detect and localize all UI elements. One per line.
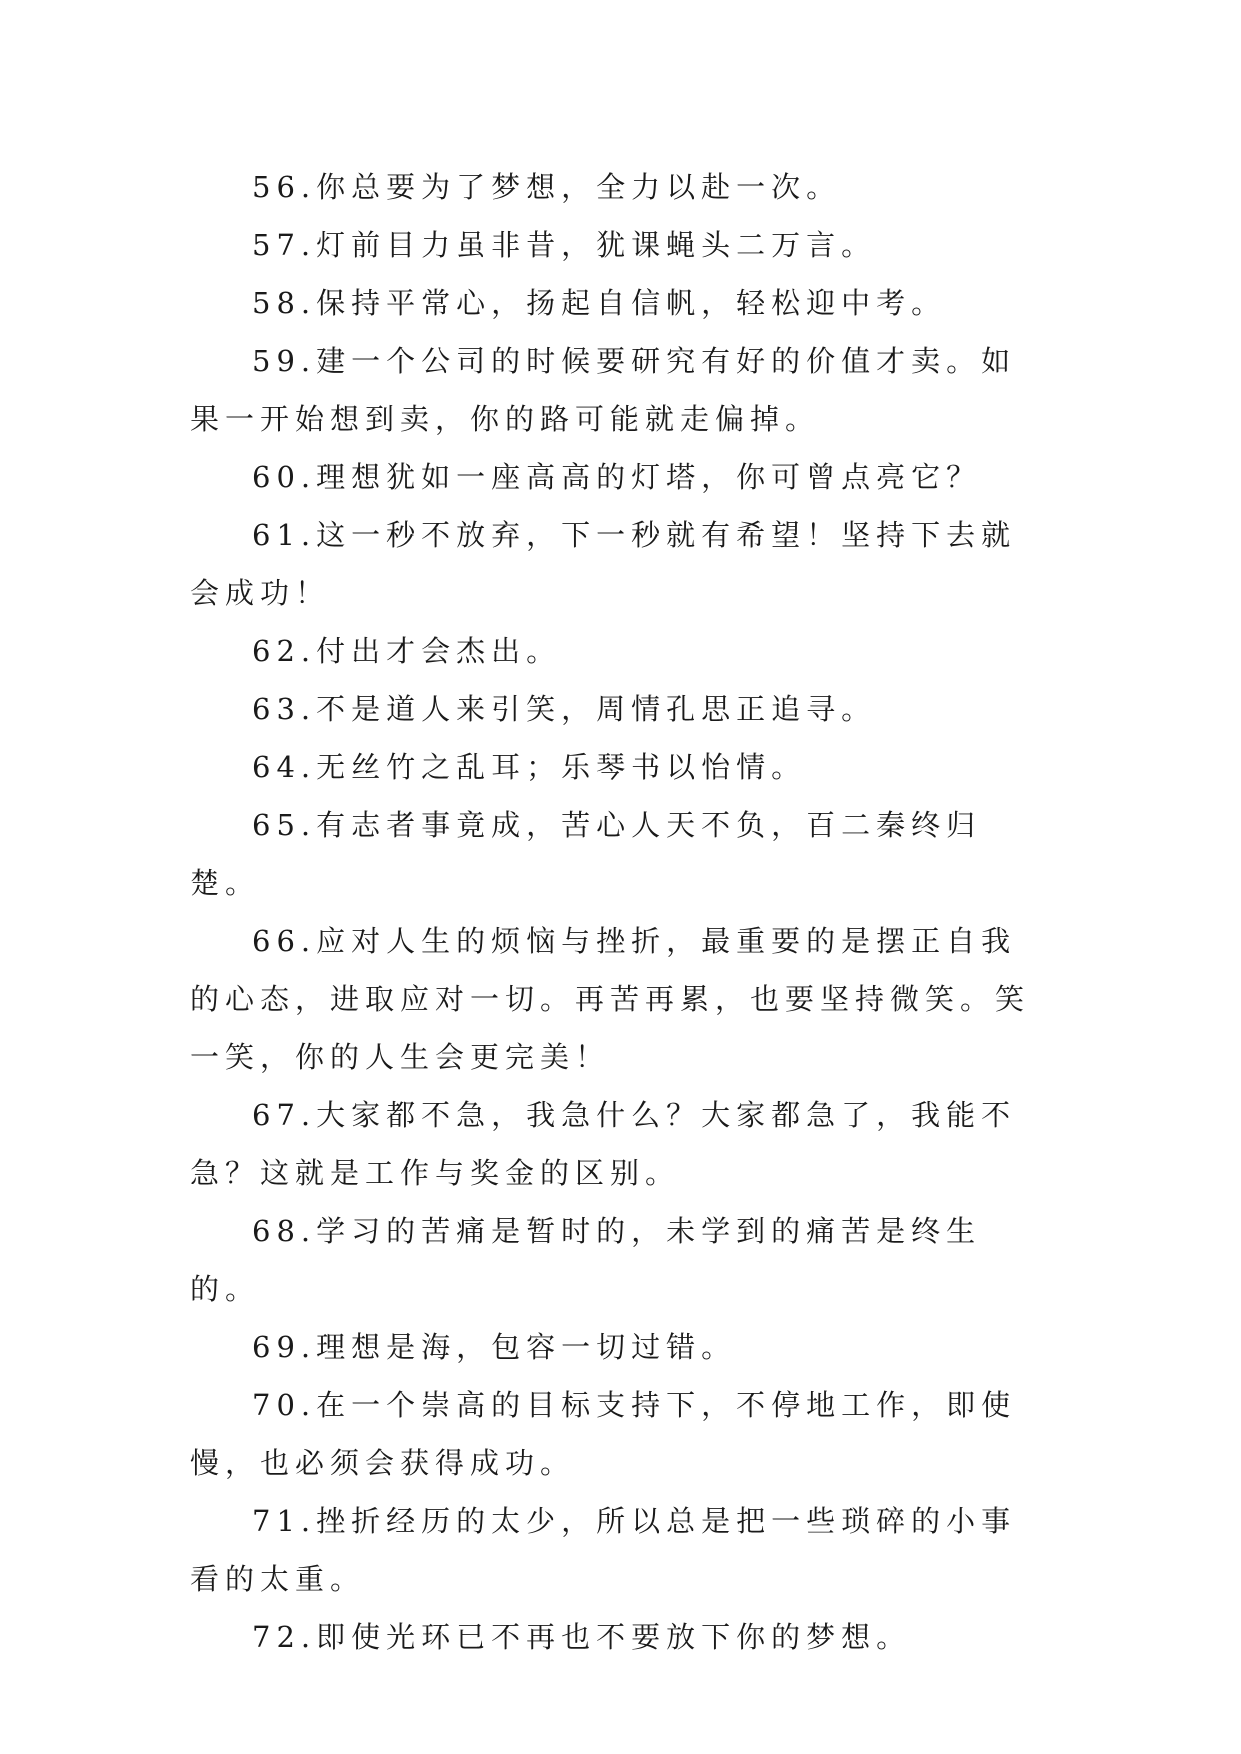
paragraph-67: 67.大家都不急，我急什么？大家都急了，我能不急？这就是工作与奖金的区别。 (190, 1098, 1017, 1190)
paragraph-60: 60.理想犹如一座高高的灯塔，你可曾点亮它？ (252, 460, 982, 494)
paragraph-56: 56.你总要为了梦想，全力以赴一次。 (252, 170, 842, 204)
paragraph-62: 62.付出才会杰出。 (252, 634, 562, 668)
paragraph-57: 57.灯前目力虽非昔，犹课蝇头二万言。 (252, 228, 877, 262)
paragraph-61: 61.这一秒不放弃，下一秒就有希望！坚持下去就会成功！ (190, 518, 1017, 610)
paragraph-72: 72.即使光环已不再也不要放下你的梦想。 (252, 1620, 912, 1654)
paragraph-64: 64.无丝竹之乱耳；乐琴书以怡情。 (252, 750, 807, 784)
paragraph-58: 58.保持平常心，扬起自信帆，轻松迎中考。 (252, 286, 947, 320)
paragraph-63: 63.不是道人来引笑，周情孔思正追寻。 (252, 692, 877, 726)
document-body (190, 158, 1050, 1666)
paragraph-59: 59.建一个公司的时候要研究有好的价值才卖。如果一开始想到卖，你的路可能就走偏掉。 (190, 344, 1017, 436)
paragraph-68: 68.学习的苦痛是暂时的，未学到的痛苦是终生的。 (190, 1214, 982, 1306)
paragraph-70: 70.在一个崇高的目标支持下，不停地工作，即使慢，也必须会获得成功。 (190, 1388, 1017, 1480)
paragraph-71: 71.挫折经历的太少，所以总是把一些琐碎的小事看的太重。 (190, 1504, 1017, 1596)
paragraph-66: 66.应对人生的烦恼与挫折，最重要的是摆正自我的心态，进取应对一切。再苦再累，也要坚持微笑。笑一笑，你的人生会更完美！ (190, 924, 1031, 1074)
paragraph-69: 69.理想是海，包容一切过错。 (252, 1330, 737, 1364)
paragraph-65: 65.有志者事竟成，苦心人天不负，百二秦终归楚。 (190, 808, 982, 900)
